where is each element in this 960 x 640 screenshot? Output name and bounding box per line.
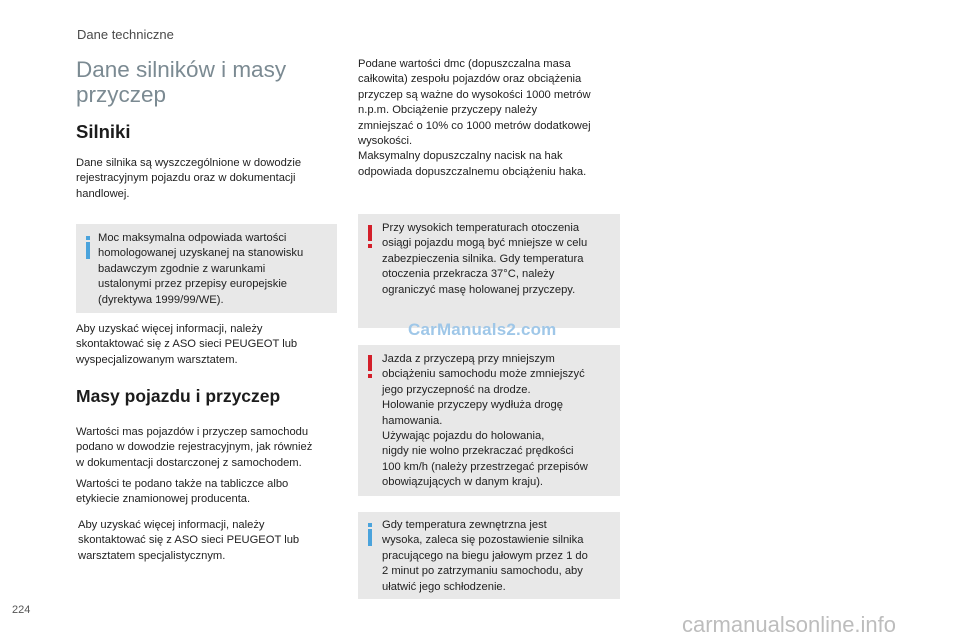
text-line: pracującego na biegu jałowym przez 1 do <box>382 549 588 562</box>
masses-paragraph-2 <box>76 477 336 508</box>
text-line: 2 minut po zatrzymaniu samochodu, aby <box>382 565 583 578</box>
text-line: handlowej. <box>76 187 130 200</box>
text-line: nigdy nie wolno przekraczać prędkości <box>382 445 574 458</box>
text-line: Aby uzyskać więcej informacji, należy <box>78 519 265 531</box>
info-box-engine-power <box>76 224 337 313</box>
text-line: Przy wysokich temperaturach otoczenia <box>382 222 580 234</box>
text-line: ułatwić jego schłodzenie. <box>382 580 506 593</box>
masses-heading: Masy pojazdu i przyczep <box>76 386 281 406</box>
text-line: Aby uzyskać więcej informacji, należy <box>76 323 263 335</box>
text-line: etykiecie znamionowej producenta. <box>76 493 251 506</box>
text-line: wysokości. <box>358 135 413 148</box>
text-line: obciążeniu samochodu może zmniejszyć <box>382 368 585 381</box>
text-line: Używając pojazdu do holowania, <box>382 430 545 443</box>
masses-paragraph-1 <box>76 425 346 471</box>
text-line: warsztatem specjalistycznym. <box>78 549 226 562</box>
text-line: Maksymalny dopuszczalny nacisk na hak <box>358 150 563 163</box>
info-box-engine-cooldown <box>358 512 620 599</box>
text-line: skontaktować się z ASO sieci PEUGEOT lub <box>78 534 300 547</box>
watermark-bottom: carmanualsonline.info <box>682 612 897 637</box>
text-line: osiągi pojazdu mogą być mniejsze w celu <box>382 237 588 250</box>
text-line: Podane wartości dmc (dopuszczalna masa <box>358 58 571 70</box>
text-line: Wartości te podano także na tabliczce albo <box>76 478 289 490</box>
text-line: zmniejszać o 10% co 1000 metrów dodatkowej <box>358 119 591 132</box>
engines-paragraph <box>76 156 336 202</box>
text-line: Jazda z przyczepą przy mniejszym <box>382 353 555 365</box>
text-line: Dane silnika są wyszczególnione w dowodzie <box>76 157 302 169</box>
warning-box-towing <box>358 345 620 496</box>
text-line: ustalonymi przez przepisy europejskie <box>98 278 288 291</box>
text-line: ograniczyć masę holowanej przyczepy. <box>382 283 576 296</box>
text-line: Holowanie przyczepy wydłuża drogę <box>382 399 563 412</box>
text-line: podano w dowodzie rejestracyjnym, jak również <box>76 441 313 454</box>
text-line: Gdy temperatura zewnętrzna jest <box>382 519 547 531</box>
towing-intro-paragraph <box>358 57 628 180</box>
text-line: 100 km/h (należy przestrzegać przepisów <box>382 460 588 473</box>
text-line: hamowania. <box>382 414 443 427</box>
text-line: wyspecjalizowanym warsztatem. <box>76 353 238 366</box>
text-line: przyczep są ważne do wysokości 1000 metrów <box>358 88 591 101</box>
page-title <box>76 57 316 107</box>
text-line: n.p.m. Obciążenie przyczepy należy <box>358 104 538 117</box>
text-line: skontaktować się z ASO sieci PEUGEOT lub <box>76 338 298 351</box>
warning-box-high-temperature <box>358 214 620 328</box>
text-line: odpowiada dopuszczalnemu obciążeniu haka. <box>358 165 587 178</box>
text-line: jego przyczepność na drodze. <box>382 383 531 396</box>
text-line: otoczenia przekracza 37°C, należy <box>382 268 555 281</box>
section-header: Dane techniczne <box>77 27 174 42</box>
text-line: Moc maksymalna odpowiada wartości <box>98 232 287 244</box>
page-title-line-2: przyczep <box>76 82 167 107</box>
text-line: zabezpieczenia silnika. Gdy temperatura <box>382 252 584 265</box>
text-line: obowiązujących w danym kraju). <box>382 476 544 489</box>
text-line: całkowita) zespołu pojazdów oraz obciążenia <box>358 73 582 86</box>
more-info-paragraph-1 <box>76 322 336 368</box>
engines-heading: Silniki <box>76 121 131 142</box>
more-info-paragraph-2 <box>78 518 338 564</box>
text-line: wysoka, zaleca się pozostawienie silnika <box>382 534 584 547</box>
text-line: rejestracyjnym pojazdu oraz w dokumentacji <box>76 172 296 185</box>
text-line: w dokumentacji dostarczonej z samochodem. <box>76 456 302 469</box>
watermark-center: CarManuals2.com <box>408 320 557 339</box>
text-line: badawczym zgodnie z warunkami <box>98 262 266 275</box>
text-line: Wartości mas pojazdów i przyczep samochodu <box>76 426 309 438</box>
text-line: (dyrektywa 1999/99/WE). <box>98 293 224 306</box>
page-title-line-1: Dane silników i masy <box>76 57 287 82</box>
page-number: 224 <box>12 604 31 616</box>
text-line: homologowanej uzyskanej na stanowisku <box>98 247 304 260</box>
